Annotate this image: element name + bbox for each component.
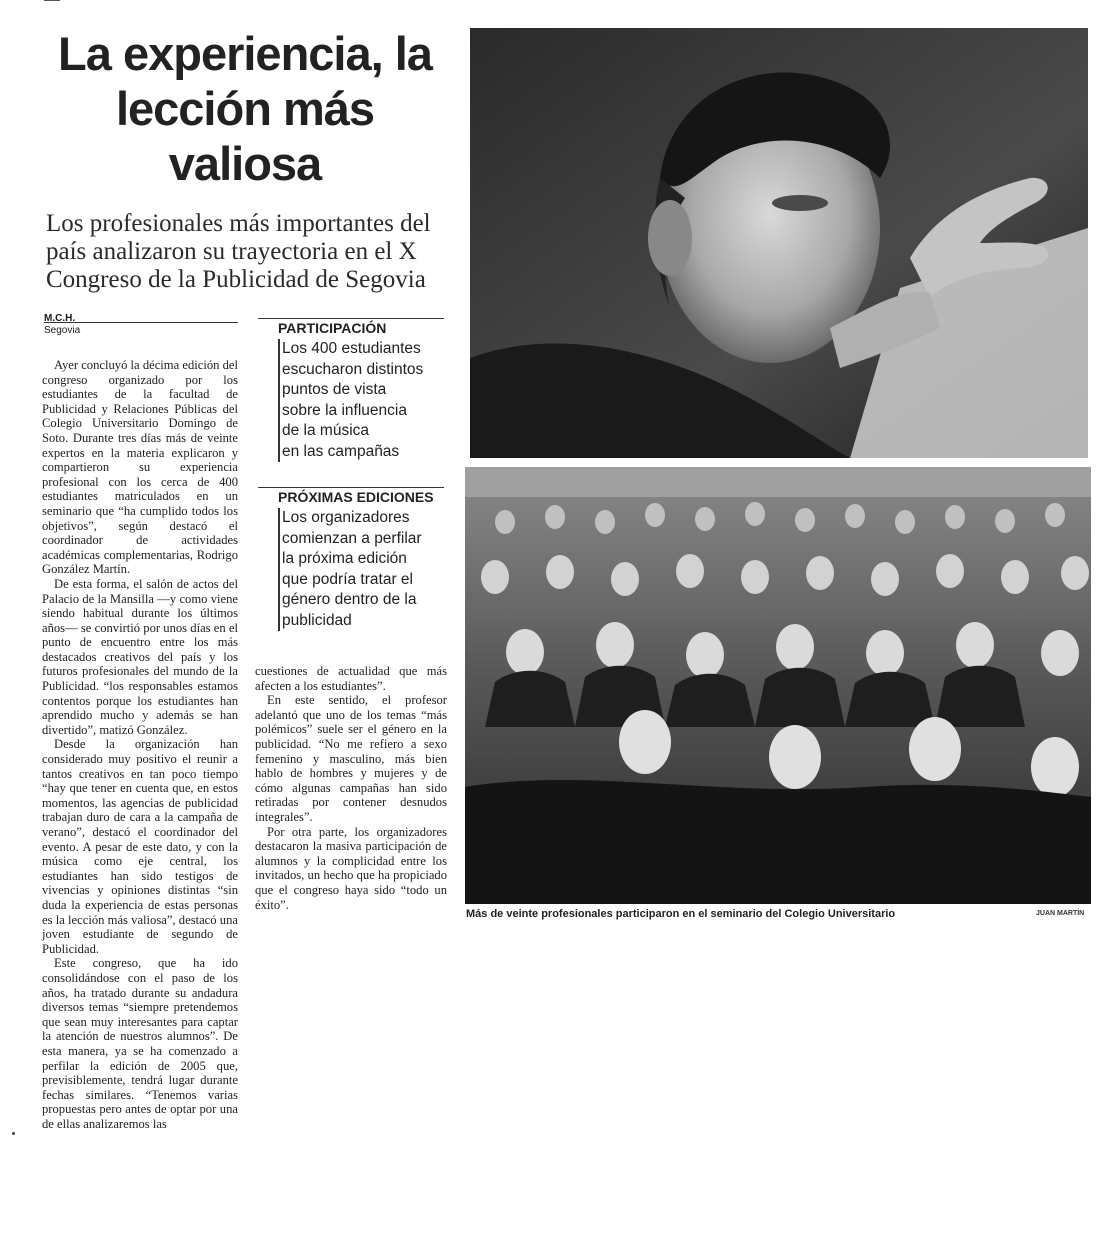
byline [44,313,238,345]
article-paragraph: En este sentido, el profesor adelantó que uno de los temas “más polémicos” suele ser el género en la publicidad. “No me refiero a sexo femenino y masculino, más bien hablo de hombres y mujeres y de cómo algunas campañas han sido retiradas por contener desnudos integrales”. [255,693,447,824]
article-paragraph: Ayer concluyó la décima edición del congreso organizado por los estudiantes de la facultad de Publicidad y Relaciones Públicas del Colegio Universitario Domingo de Soto. Durante tres días más de veinte expertos en la materia explicaron y compartieron su experiencia profesional con los cerca de 400 estudiantes matriculados en un seminario que “ha cumplido todos los objetivos”, según destacó el coordinador de actividades académicas complementarias, Rodrigo González Martín. [42,358,238,577]
byline-place: Segovia [44,325,81,336]
sidebar-box-text: Los organizadores comienzan a perfilar la próxima edición que podría tratar el género dentro de la publicidad [278,508,444,631]
speaker-photo [470,28,1088,458]
sidebar-box-title: PRÓXIMAS EDICIONES [258,487,444,506]
audience-photo-image [465,467,1091,904]
photo-caption: Más de veinte profesionales participaron en el seminario del Colegio Universitario [466,908,896,920]
sidebar-box-proximas-ediciones [258,487,444,631]
photo-credit: JUAN MARTÍN [1036,910,1085,917]
margin-dot [12,1132,15,1135]
article-column-2 [255,664,447,912]
article-column-1 [42,358,238,1131]
article-paragraph: De esta forma, el salón de actos del Palacio de la Mansilla —y como viene siendo habitual durante los últimos años— se convirtió por unos días en el punto de encuentro entre los más destacados creativos del país y los futuros profesionales del mundo de la Publicidad. “los responsables estamos contentos porque los estudiantes han aprendido mucho y además se han divertido”, matizó González. [42,576,238,737]
sidebar-box-text: Los 400 estudiantes escucharon distintos puntos de vista sobre la influencia de la música en las campañas [278,339,444,462]
article-paragraph: Por otra parte, los organizadores destacaron la masiva participación de alumnos y la complicidad entre los invitados, un hecho que ha propiciado que el congreso haya sido “todo un éxito”. [255,824,447,912]
page-top-mark [44,0,60,1]
sidebar-box-participacion [258,318,444,462]
byline-author: M.C.H. [44,313,76,324]
article-headline: La experiencia, la lección más valiosa [58,27,432,190]
audience-photo [465,467,1091,904]
article-paragraph: cuestiones de actualidad que más afecten a los estudiantes”. [255,664,447,693]
article-paragraph: Este congreso, que ha ido consolidándose con el paso de los años, ha tratado durante su andadura diversos temas “siempre pretendemos que sean muy interesantes para captar la atención de nuestros alumnos”. De esta manera, ya se ha comenzado a perfilar la edición de 2005 que, previsiblemente, tendrá lugar durante fechas similares. “Tenemos varias propuestas pero antes de optar por una de ellas analizaremos las [42,956,238,1131]
speaker-photo-image [470,28,1088,458]
article-deck: Los profesionales más importantes del país analizaron su trayectoria en el X Congreso de la Publicidad de Segovia [46,210,431,293]
sidebar-box-title: PARTICIPACIÓN [258,318,444,337]
article-paragraph: Desde la organización han considerado muy positivo el reunir a tantos creativos en tan poco tiempo “hay que tener en cuenta que, en estos momentos, las agencias de publicidad trabajan duro de cara a la campaña de verano”, destacó el coordinador del evento. A pesar de este dato, y con la música como eje central, los estudiantes han sido testigos de vivencias y opiniones distintas “sin duda la experiencia de estas personas es la lección más valiosa”, destacó una joven estudiante de segundo de Publicidad. [42,737,238,956]
